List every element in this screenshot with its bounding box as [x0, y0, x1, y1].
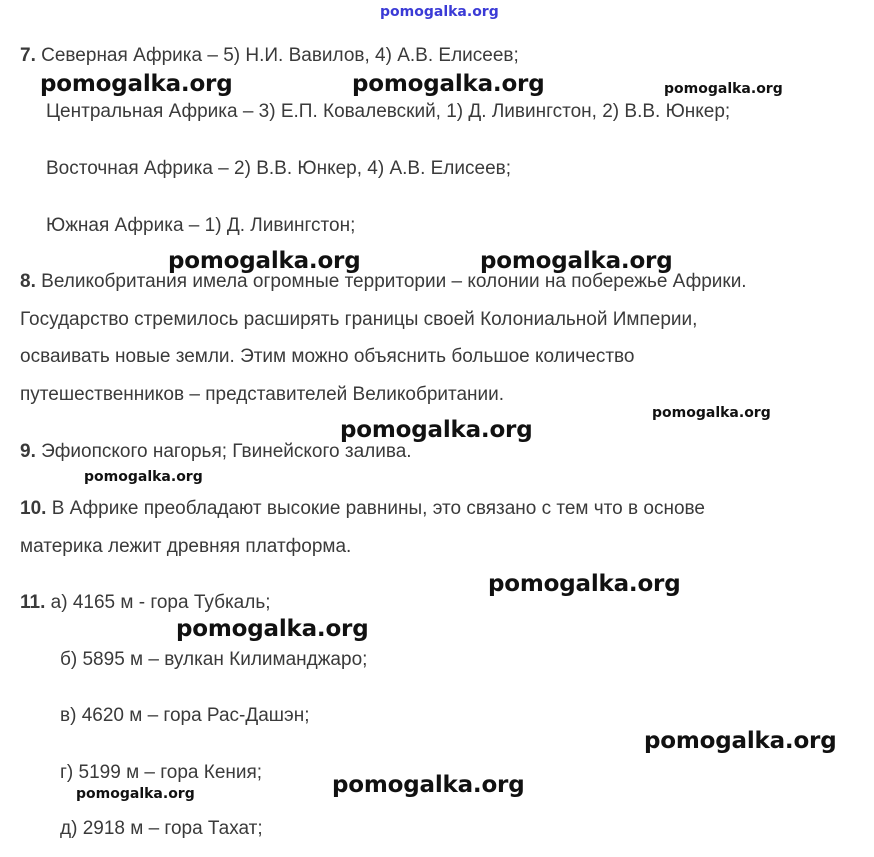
item-text: В Африке преобладают высокие равнины, это связано с тем что в основе	[51, 498, 705, 519]
watermark: pomogalka.org	[76, 786, 195, 802]
watermark: pomogalka.org	[664, 81, 783, 97]
watermark: pomogalka.org	[480, 248, 673, 274]
item-11-line-3: в) 4620 м – гора Рас-Дашэн;	[60, 705, 310, 726]
item-number: 9.	[20, 441, 36, 462]
watermark: pomogalka.org	[352, 71, 545, 97]
item-7-line-4: Южная Африка – 1) Д. Ливингстон;	[46, 215, 356, 236]
item-text: а) 4165 м - гора Тубкаль;	[50, 592, 271, 613]
item-number: 7.	[20, 45, 36, 66]
item-7-line-3: Восточная Африка – 2) В.В. Юнкер, 4) А.В. Елисеев;	[46, 158, 512, 179]
item-text: Великобритания имела огромные территории – колонии на побережье Африки.	[41, 271, 747, 292]
item-8-line-4: путешественников – представителей Великобритании.	[20, 384, 505, 405]
item-number: 10.	[20, 498, 47, 519]
watermark: pomogalka.org	[644, 728, 837, 754]
item-10-line-2: материка лежит древняя платформа.	[20, 536, 352, 557]
item-11-line-4: г) 5199 м – гора Кения;	[60, 762, 263, 783]
watermark: pomogalka.org	[84, 469, 203, 485]
item-11-line-5: д) 2918 м – гора Тахат;	[60, 818, 263, 839]
item-text: Эфиопского нагорья; Гвинейского залива.	[41, 441, 412, 462]
item-8-line-3: осваивать новые земли. Этим можно объяснить большое количество	[20, 346, 635, 367]
watermark: pomogalka.org	[652, 405, 771, 421]
watermark: pomogalka.org	[176, 616, 369, 642]
watermark: pomogalka.org	[40, 71, 233, 97]
watermark: pomogalka.org	[488, 571, 681, 597]
header-watermark: pomogalka.org	[380, 4, 499, 20]
watermark: pomogalka.org	[332, 772, 525, 798]
item-text: Северная Африка – 5) Н.И. Вавилов, 4) А.В. Елисеев;	[41, 45, 519, 66]
watermark: pomogalka.org	[168, 248, 361, 274]
item-10-line-1	[20, 497, 705, 521]
item-number: 11.	[20, 592, 46, 613]
item-8-line-2: Государство стремилось расширять границы своей Колониальной Империи,	[20, 309, 698, 330]
item-11-line-2: б) 5895 м – вулкан Килиманджаро;	[60, 649, 368, 670]
item-7-line-2: Центральная Африка – 3) Е.П. Ковалевский, 1) Д. Ливингстон, 2) В.В. Юнкер;	[46, 101, 731, 122]
item-11-line-1	[20, 591, 271, 615]
item-number: 8.	[20, 271, 36, 292]
item-7-line-1	[20, 44, 519, 68]
watermark: pomogalka.org	[340, 417, 533, 443]
